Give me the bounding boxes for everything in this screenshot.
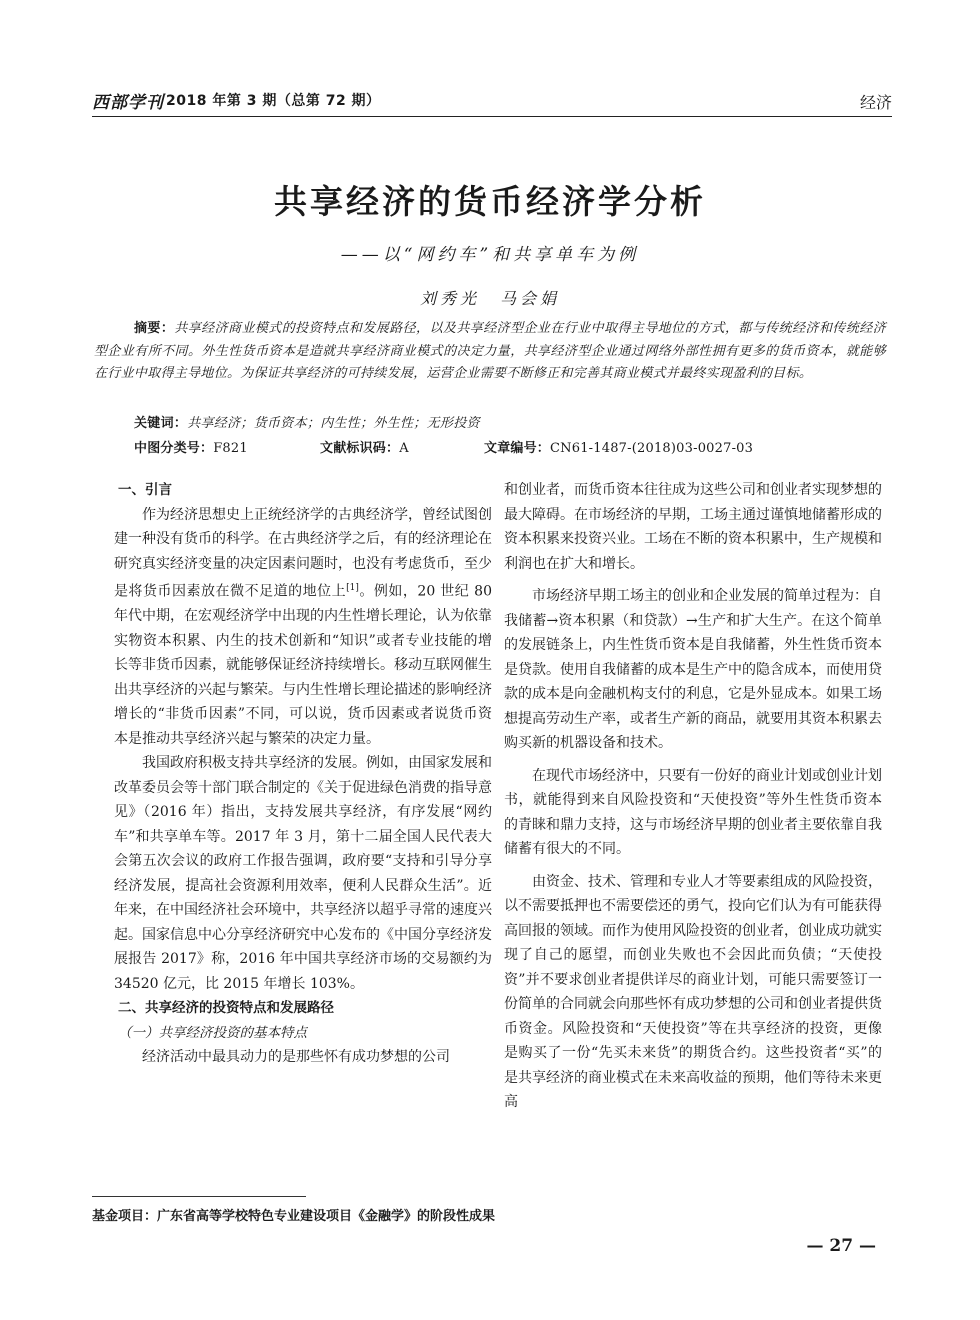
journal-issue: 2018 年第 3 期（总第 72 期） xyxy=(166,93,381,109)
paragraph: 市场经济早期工场主的创业和企业发展的简单过程为：自我储蓄→资本积累（和贷款）→生产和扩大生产。在这个简单的发展链条上，内生性货币资本是自我储蓄，外生性货币资本是贷款。使用自我储蓄的成本是生产中的隐含成本，而使用贷款的成本是向金融机构支付的利息，它是外显成本。如果工场想提高劳动生产率，或者生产新的商品，就要用其资本积累去购买新的机器设备和技术。 xyxy=(504,588,882,751)
abstract-label: 摘要： xyxy=(134,321,175,336)
clc-number: 中图分类号：F821 xyxy=(134,441,248,456)
footnote-rule xyxy=(92,1196,306,1197)
paragraph: 作为经济思想史上正统经济学的古典经济学，曾经试图创建一种没有货币的科学。在古典经济学之后，有的经济理论在研究真实经济变量的决定因素问题时，也没有考虑货币，至少是将货币因素放在微不足道的地位上[1]。例如，20 世纪 80 年代中期，在宏观经济学中出现的内生性增长理论，认为依靠实物资本积累、内生的技术创新和“知识”或者专业技能的增长等非货币因素，就能够保证经济持续增长。移动互联网催生出共享经济的兴起与繁荣。与内生性增长理论描述的影响经济增长的“非货币因素”不同，可以说，货币因素或者说货币资本是推动共享经济兴起与繁荣的决定力量。 xyxy=(114,506,492,747)
section-heading-intro: 一、引言 xyxy=(118,482,172,498)
abstract xyxy=(94,318,886,386)
paragraph: 经济活动中最具动力的是那些怀有成功梦想的公司 xyxy=(142,1049,450,1066)
page-number: — 27 — xyxy=(806,1236,876,1256)
article-number: 文章编号：CN61-1487-(2018)03-0027-03 xyxy=(484,441,754,456)
section-tag: 经济 xyxy=(859,93,892,112)
paragraph: 在现代市场经济中，只要有一份好的商业计划或创业计划书，就能得到来自风险投资和“天使投资”等外生性货币资本的青睐和鼎力支持，这与市场经济早期的创业者主要依靠自我储蓄有很大的不同。 xyxy=(504,767,882,857)
journal-logo: 西部学刊 xyxy=(92,93,164,113)
paragraph: 由资金、技术、管理和专业人才等要素组成的风险投资，以不需要抵押也不需要偿还的勇气，投向它们认为有可能获得高回报的领域。而作为使用风险投资的创业者，创业成功就实现了自己的愿望，而创业失败也不会因此而负债；“天使投资”并不要求创业者提供详尽的商业计划，可能只需要签订一份简单的合同就会向那些怀有成功梦想的公司和创业者提供货币资金。风险投资和“天使投资”等在共享经济的投资，更像是购买了一份“先买未来货”的期货合约。这些投资者“买”的是共享经济的商业模式在未来高收益的预期，他们等待未来更高 xyxy=(504,873,882,1110)
funding-footnote: 基金项目：广东省高等学校特色专业建设项目《金融学》的阶段性成果 xyxy=(92,1209,496,1224)
paragraph: 和创业者，而货币资本往往成为这些公司和创业者实现梦想的最大障碍。在市场经济的早期，工场主通过谨慎地储蓄形成的资本积累来投资兴业。工场在不断的资本积累中，生产规模和利润也在扩大和增长。 xyxy=(504,482,882,572)
document-code: 文献标识码：A xyxy=(320,441,409,456)
citation-ref[interactable]: [1] xyxy=(346,583,359,593)
article-authors: 刘秀光 马会娟 xyxy=(419,289,560,308)
running-header xyxy=(92,86,892,117)
keywords-label: 关键词： xyxy=(134,416,188,431)
right-column xyxy=(504,478,882,1115)
keywords-text: 共享经济；货币资本；内生性；外生性；无形投资 xyxy=(187,416,480,431)
article-subtitle: ——以“网约车”和共享单车为例 xyxy=(340,245,640,265)
left-column xyxy=(114,478,492,1070)
subsection-heading: （一）共享经济投资的基本特点 xyxy=(118,1024,307,1041)
abstract-text: 共享经济商业模式的投资特点和发展路径，以及共享经济型企业在行业中取得主导地位的方式，都与传统经济和传统经济型企业有所不同。外生性货币资本是造就共享经济商业模式的决定力量，共享经济型企业通过网络外部性拥有更多的货币资本，就能够在行业中取得主导地位。为保证共享经济的可持续发展，运营企业需要不断修正和完善其商业模式并最终实现盈利的目标。 xyxy=(94,321,886,381)
keywords xyxy=(134,412,894,431)
section-heading-two: 二、共享经济的投资特点和发展路径 xyxy=(118,1000,334,1017)
paragraph: 我国政府积极支持共享经济的发展。例如，由国家发展和改革委员会等十部门联合制定的《关于促进绿色消费的指导意见》（2016 年）指出，支持发展共享经济，有序发展“网约车”和共享单车等。2017 年 3 月，第十二届全国人民代表大会第五次会议的政府工作报告强调，政府要“支持和引导分享经济发展，提高社会资源利用效率，便利人民群众生活”。近年来，在中国经济社会环境中，共享经济以超乎寻常的速度兴起。国家信息中心分享经济研究中心发布的《中国分享经济发展报告 2017》称，2016 年中国共享经济市场的交易额约为 34520 亿元，比 2015 年增长 103%。 xyxy=(114,755,492,992)
article-title: 共享经济的货币经济学分析 xyxy=(274,182,706,221)
